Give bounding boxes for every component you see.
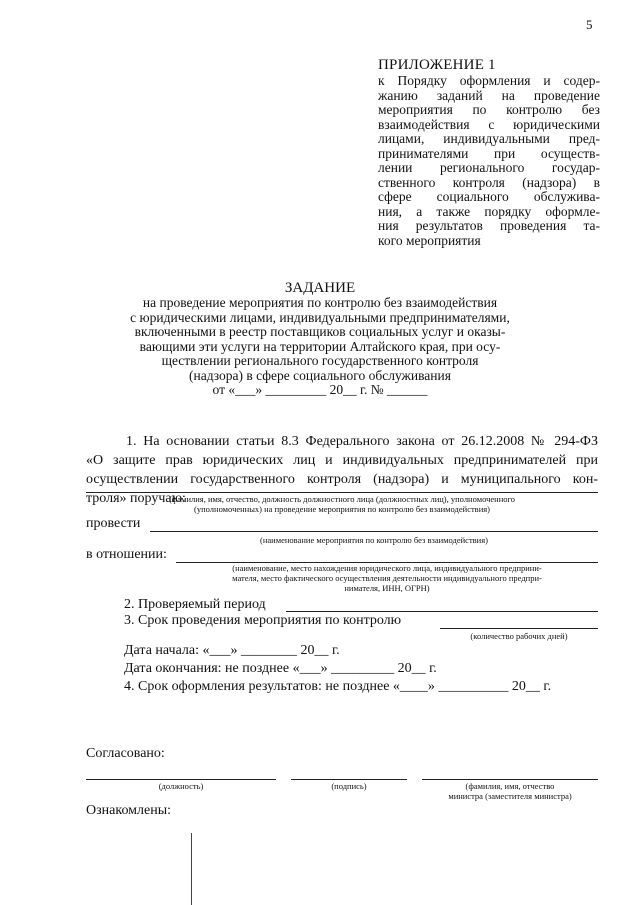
position-field[interactable]	[86, 779, 276, 780]
official-caption-line: (уполномоченных) на проведение мероприятия по контролю без взаимодействия)	[194, 504, 490, 514]
official-name-field[interactable]	[86, 492, 598, 493]
task-subtitle	[0, 296, 640, 398]
paragraph-line: «О защите прав юридических лиц и индивидуальных предпринимателей при	[86, 453, 598, 468]
regarding-caption-line: мателя, место фактического осуществления деятельности индивидуального предпри-	[232, 573, 542, 583]
appendix-line: лении регионального государ-	[378, 160, 600, 175]
end-date: Дата окончания: не позднее «___» _________ 20__ г.	[124, 661, 437, 676]
official-caption-line: (фамилия, имя, отчество, должность должностного лица (должностных лиц), уполномоченного	[168, 494, 516, 504]
paragraph-line: 1. На основании статьи 8.3 Федерального закона от 26.12.2008 № 294-ФЗ	[126, 434, 598, 449]
appendix-line: мероприятия по контролю без	[378, 102, 600, 117]
task-subtitle-line: включенными в реестр поставщиков социальных услуг и оказы-	[134, 324, 506, 339]
task-subtitle-line: вающими эти услуги на территории Алтайского края, при осу-	[139, 338, 501, 354]
paragraph-line: троля» поручаю:	[86, 491, 186, 506]
item-2-label: 2. Проверяемый период	[124, 597, 266, 612]
paragraph-line: осуществлении государственного контроля (надзора) и муниципального кон-	[86, 472, 598, 487]
official-caption	[86, 494, 598, 514]
signature-field[interactable]	[291, 779, 407, 780]
acquainted-label: Ознакомлены:	[86, 803, 172, 818]
name-caption	[422, 781, 598, 801]
name-caption-line: (фамилия, имя, отчество	[465, 781, 555, 791]
appendix-line: ственного контроля (надзора) в	[378, 174, 600, 190]
appendix-line: жанию заданий на проведение	[378, 87, 600, 103]
regarding-caption	[176, 563, 598, 593]
regarding-caption-line: нимателя, ИНН, ОГРН)	[344, 583, 430, 593]
task-subtitle-line: (надзора) в сфере социального обслуживания	[189, 367, 451, 383]
regarding-caption-line: (наименование, место нахождения юридического лица, индивидуального предприни-	[232, 563, 542, 573]
item-4: 4. Срок оформления результатов: не позднее «____» __________ 20__ г.	[124, 679, 552, 694]
appendix-title: ПРИЛОЖЕНИЕ 1	[378, 57, 496, 73]
task-subtitle-line: на проведение мероприятия по контролю без взаимодействия	[142, 295, 498, 310]
appendix-line: кого мероприятия	[378, 232, 481, 248]
task-title: ЗАДАНИЕ	[284, 280, 356, 296]
appendix-line: ния результатов проведения та-	[378, 218, 600, 233]
appendix-line: лицами, индивидуальными пред-	[378, 131, 600, 146]
page-number: 5	[586, 17, 593, 32]
agreed-label: Согласовано:	[86, 746, 165, 761]
period-field[interactable]	[286, 611, 598, 612]
item-3-caption: (количество рабочих дней)	[470, 631, 568, 641]
appendix-line: к Порядку оформления и содер-	[378, 73, 600, 88]
position-caption: (должность)	[158, 781, 204, 791]
signature-caption: (подпись)	[331, 781, 367, 791]
vertical-rule	[191, 833, 192, 905]
conduct-label: провести	[86, 516, 141, 531]
task-subtitle-line: с юридическими лицами, индивидуальными предпринимателями,	[130, 309, 510, 325]
appendix-line: взаимодействия с юридическими	[378, 116, 600, 132]
start-date: Дата начала: «___» ________ 20__ г.	[124, 643, 340, 658]
item-3-label: 3. Срок проведения мероприятия по контролю	[124, 613, 402, 628]
appendix-line: сфере социального обслужива-	[378, 189, 600, 204]
regarding-label: в отношении:	[86, 547, 167, 562]
duration-field[interactable]	[440, 628, 598, 629]
task-subtitle-line: ществлении регионального государственного контроля	[161, 353, 479, 368]
appendix-line: ния, а также порядку оформле-	[378, 203, 600, 219]
appendix-line: принимателями при осуществ-	[378, 145, 600, 161]
conduct-field[interactable]	[150, 531, 598, 532]
name-caption-line: министра (заместителя министра)	[448, 791, 572, 801]
conduct-caption: (наименование мероприятия по контролю без взаимодействия)	[260, 535, 488, 545]
name-field[interactable]	[422, 779, 598, 780]
task-date-line: от «___» _________ 20__ г. № ______	[212, 382, 428, 397]
appendix-text	[378, 74, 600, 248]
